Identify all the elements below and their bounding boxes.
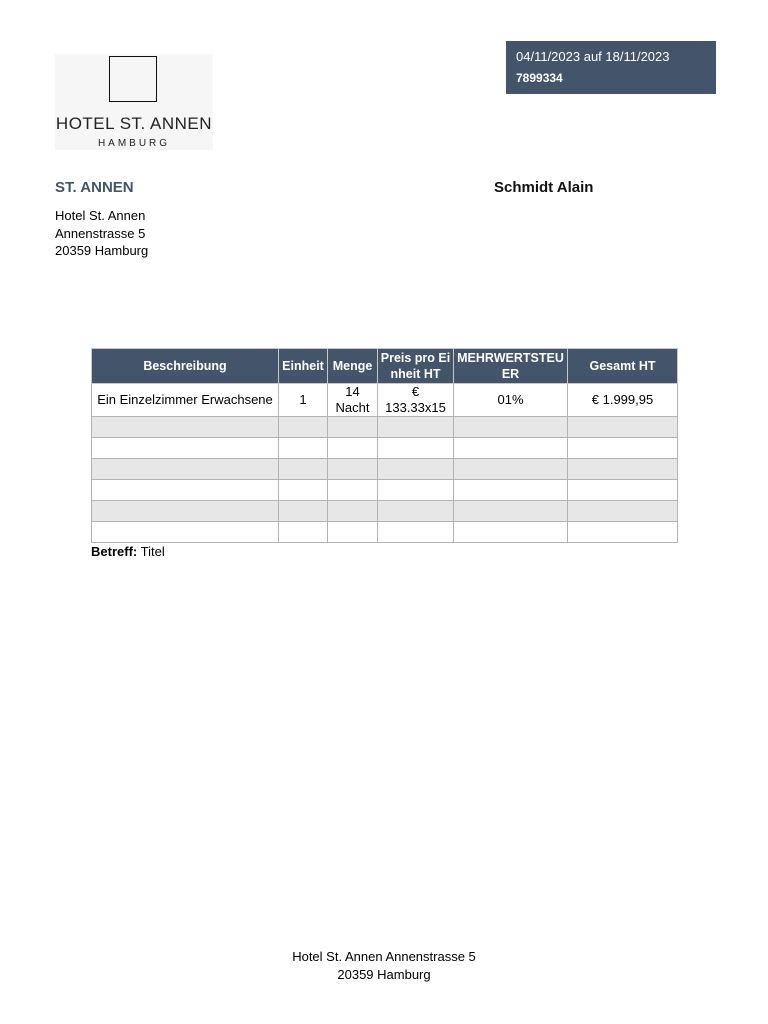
table-row-empty: [92, 501, 678, 522]
table-row-empty: [92, 459, 678, 480]
page-footer: [0, 948, 768, 983]
table-row-empty: [92, 417, 678, 438]
col-header-total: Gesamt HT: [568, 349, 678, 384]
sender-address-line: Annenstrasse 5: [55, 225, 146, 241]
subject-label: Betreff:: [91, 544, 138, 559]
footer-line: Hotel St. Annen Annenstrasse 5: [292, 949, 476, 964]
cell-total: € 1.999,95: [568, 384, 678, 417]
sender-name: ST. ANNEN: [55, 179, 134, 196]
cell-quantity: 14 Nacht: [328, 384, 378, 417]
col-header-unit-price: Preis pro Einheit HT: [378, 349, 454, 384]
table-header-row: [92, 349, 678, 384]
sender-address: [55, 207, 148, 260]
table-row: [92, 384, 678, 417]
sender-address-line: Hotel St. Annen: [55, 208, 146, 223]
logo-hotel-name: HOTEL ST. ANNEN: [55, 114, 213, 133]
sender-address-line: 20359 Hamburg: [55, 243, 149, 258]
hotel-logo: [55, 54, 213, 150]
col-header-description: Beschreibung: [92, 349, 279, 384]
col-header-vat: MEHRWERTSTEUER: [454, 349, 568, 384]
stay-period-box: [506, 41, 716, 94]
subject-line: [91, 544, 165, 559]
logo-square-icon: [109, 56, 157, 102]
table-row-empty: [92, 438, 678, 459]
footer-line: 20359 Hamburg: [337, 966, 431, 982]
cell-unit-price: € 133.33x15: [378, 384, 454, 417]
stay-dates: 04/11/2023 auf 18/11/2023: [516, 49, 670, 64]
invoice-table: [91, 348, 678, 543]
cell-description: Ein Einzelzimmer Erwachsene: [92, 384, 279, 417]
cell-vat: 01%: [454, 384, 568, 417]
col-header-quantity: Menge: [328, 349, 378, 384]
col-header-unit: Einheit: [279, 349, 328, 384]
cell-unit: 1: [279, 384, 328, 417]
table-row-empty: [92, 480, 678, 501]
logo-city: HAMBURG: [97, 138, 171, 149]
recipient-name: Schmidt Alain: [494, 179, 594, 196]
subject-value: Titel: [140, 544, 165, 559]
table-row-empty: [92, 522, 678, 543]
invoice-reference: 7899334: [516, 71, 563, 85]
